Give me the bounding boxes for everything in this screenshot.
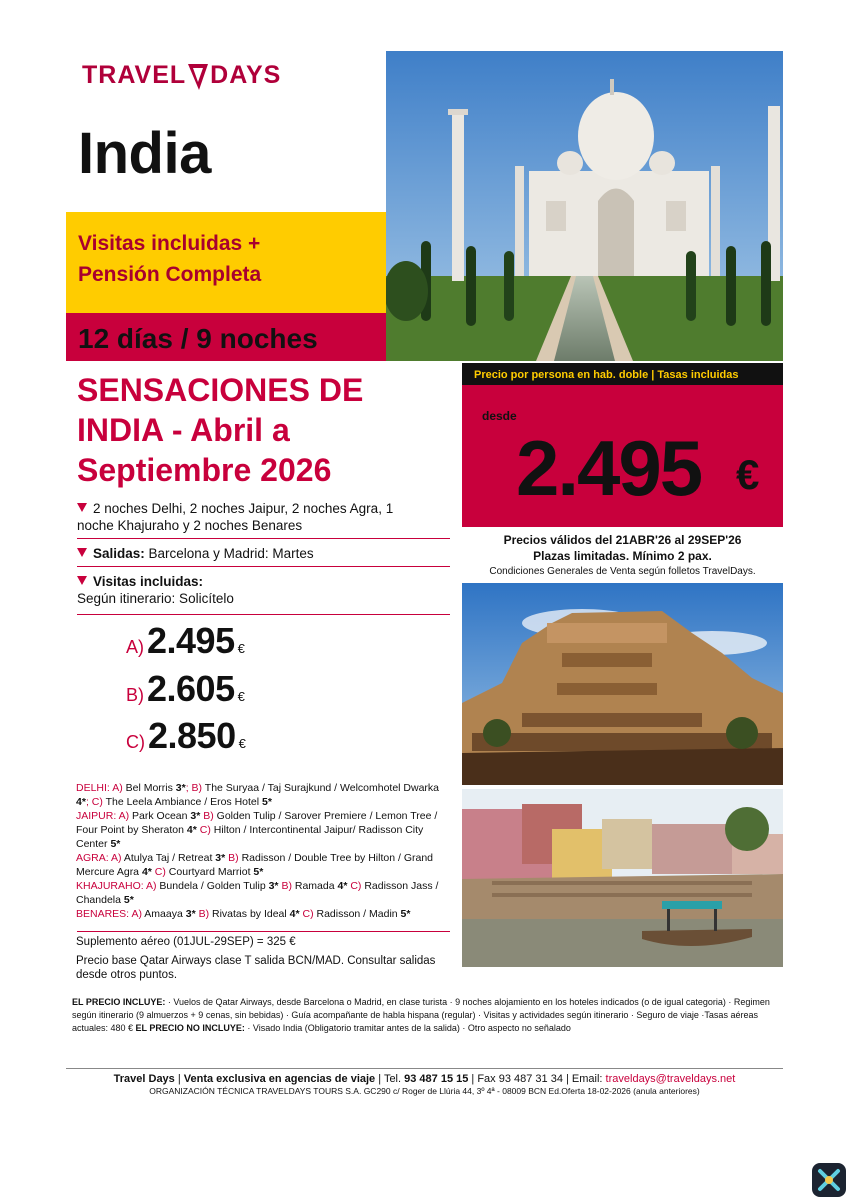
hotel-names: The Leela Ambiance / Eros Hotel: [102, 796, 263, 808]
not-includes-text: · Visado India (Obligatorio tramitar antes de la salida) · Otro aspecto no señalado: [244, 1023, 571, 1033]
hotels-list: [76, 781, 452, 921]
hotel-stars: 3*: [268, 880, 279, 892]
hotel-stars: 5*: [400, 908, 411, 920]
footer-separator: |: [174, 1073, 184, 1085]
hotel-stars: 4*: [76, 796, 86, 808]
visitas-value: Según itinerario: Solicítelo: [77, 591, 234, 606]
hotel-names: Atulya Taj / Retreat: [121, 852, 216, 864]
hotel-stars: 5*: [253, 866, 264, 878]
option-label: A): [112, 782, 123, 794]
option-label: C): [151, 866, 166, 878]
not-includes-label: EL PRECIO NO INCLUYE:: [135, 1023, 245, 1033]
option-price: 2.605: [147, 668, 235, 709]
validity-block: [462, 532, 783, 564]
hotel-names: Bundela / Golden Tulip: [156, 880, 269, 892]
salidas-value: Barcelona y Madrid: Martes: [144, 546, 314, 561]
footer-divider: [66, 1068, 783, 1069]
duration-text: 12 días / 9 noches: [78, 323, 318, 354]
option-label: A): [131, 908, 142, 920]
validity-limits: Plazas limitadas. Mínimo 2 pax.: [533, 549, 712, 563]
salidas-label: Salidas:: [93, 546, 145, 561]
city-label: KHAJURAHO:: [76, 880, 147, 892]
option-label: B): [225, 852, 239, 864]
hotel-names: Ramada: [291, 880, 338, 892]
base-price-note: Precio base Qatar Airways clase T salida BCN/MAD. Consultar salidas desde otros puntos.: [76, 955, 436, 981]
hotel-stars: 4*: [337, 880, 348, 892]
price-box-header: Precio por persona en hab. doble | Tasas incluidas: [462, 363, 783, 385]
footer-email-link[interactable]: traveldays@traveldays.net: [605, 1073, 736, 1085]
hotel-stars: 4*: [289, 908, 300, 920]
bullet-stay: [77, 500, 417, 534]
hotel-names: Courtyard Marriot: [165, 866, 254, 878]
hotel-stars: 3*: [215, 852, 226, 864]
triangle-bullet-icon: [77, 503, 87, 512]
price-option-a: [126, 620, 245, 662]
highlight-box: [66, 212, 386, 313]
hotel-line-benares: [76, 907, 452, 921]
bullet-salidas: [77, 545, 314, 562]
hotel-names: Bel Morris: [122, 782, 176, 794]
hotel-line-khajuraho: [76, 879, 452, 907]
includes-label: EL PRECIO INCLUYE:: [72, 997, 166, 1007]
highlight-line-2: Pensión Completa: [78, 263, 262, 286]
hotel-stars: 3*: [175, 782, 186, 794]
hotel-stars: 4*: [141, 866, 152, 878]
option-label: B): [278, 880, 292, 892]
hotel-stars: 5*: [262, 796, 272, 808]
hotel-names: Rivatas by Ideal: [209, 908, 290, 920]
tour-title: SENSACIONES DE INDIA - Abril a Septiembre 2026: [77, 372, 364, 488]
hotel-names: Hilton / Intercontinental Jaipur/ Radisson City Center: [76, 824, 424, 850]
headline-price: 2.495: [516, 424, 702, 512]
currency-symbol: €: [238, 736, 246, 751]
option-label: B): [126, 685, 144, 705]
footer-contact: [66, 1073, 783, 1085]
option-label: ; C): [85, 796, 103, 808]
option-price: 2.850: [148, 715, 236, 756]
price-box: [462, 385, 783, 527]
option-price: 2.495: [147, 620, 235, 661]
air-supplement: Suplemento aéreo (01JUL-29SEP) = 325 €: [76, 936, 296, 948]
hotel-stars: 4*: [186, 824, 197, 836]
price-option-c: [126, 715, 246, 757]
option-label: ; B): [185, 782, 203, 794]
triangle-bullet-icon: [77, 548, 87, 557]
option-label: C): [126, 732, 145, 752]
traveldays-logo: [82, 58, 281, 92]
price-from-label: desde: [482, 409, 517, 423]
footer-legal: ORGANIZACIÓN TÉCNICA TRAVELDAYS TOURS S.A. GC290 c/ Roger de Llúria 44, 3º 4ª - 08009 BCN Ed.Oferta 18-02-2026 (anula anteriores): [149, 1086, 700, 1096]
city-label: AGRA:: [76, 852, 112, 864]
logo-text-travel: TRAVEL: [82, 60, 187, 89]
footer-tel: 93 487 15 15: [404, 1073, 469, 1085]
option-label: C): [196, 824, 211, 836]
option-label: A): [126, 637, 144, 657]
hotel-names: The Suryaa / Taj Surajkund / Welcomhotel Dwarka: [202, 782, 440, 794]
validity-dates: Precios válidos del 21ABR'26 al 29SEP'26: [503, 533, 742, 547]
hotel-stars: 5*: [110, 838, 121, 850]
highlight-line-1: Visitas incluidas +: [78, 232, 261, 255]
price-option-b: [126, 668, 245, 710]
hotel-stars: 5*: [123, 894, 134, 906]
hotel-names: Radisson / Madin: [313, 908, 401, 920]
divider: [77, 931, 450, 932]
hotel-names: Radisson / Double Tree by Hilton / Grand Mercure Agra: [76, 852, 434, 878]
duration-band: [66, 313, 386, 361]
option-label: A): [111, 852, 122, 864]
triangle-bullet-icon: [77, 576, 87, 585]
fort-photo: [462, 583, 783, 785]
conditions-note: Condiciones Generales de Venta según folletos TravelDays.: [489, 566, 756, 577]
hotel-stars: 3*: [190, 810, 201, 822]
logo-text-days: DAYS: [210, 60, 282, 89]
stay-text: 2 noches Delhi, 2 noches Jaipur, 2 noches Agra, 1 noche Khajuraho y 2 noches Benares: [77, 501, 394, 533]
city-label: JAIPUR:: [76, 810, 119, 822]
included-conditions: [72, 996, 782, 1035]
option-label: B): [195, 908, 210, 920]
currency-symbol: €: [237, 689, 245, 704]
hotel-line-delhi: [76, 781, 452, 809]
visitas-label: Visitas incluidas:: [93, 574, 204, 589]
headline-currency: €: [736, 451, 760, 498]
airplane-arrow-icon: [187, 58, 209, 92]
hotel-line-jaipur: [76, 809, 452, 851]
footer-fax: | Fax 93 487 31 34 | Email:: [468, 1073, 606, 1085]
city-label: DELHI:: [76, 782, 113, 794]
city-label: BENARES:: [76, 908, 132, 920]
divider: [77, 566, 450, 567]
includes-text: · Vuelos de Qatar Airways, desde Barcelona o Madrid, en clase turista · 9 noches alojamiento en los hoteles indicados (o de igual categoria) · Regimen según itinerario (9 almuerzos + 9 cenas, sin bebidas) · Guía acompañante de habla hispana (regular) · Visitas y actividades según itinerario · Seguro de viaje ·Tasas aéreas actuales: 480 €: [72, 997, 770, 1033]
divider: [77, 538, 450, 539]
taj-mahal-photo: [386, 51, 783, 361]
hotel-stars: 3*: [185, 908, 196, 920]
option-label: B): [200, 810, 214, 822]
footer-tel-label: | Tel.: [375, 1073, 405, 1085]
divider: [77, 614, 450, 615]
currency-symbol: €: [237, 641, 245, 656]
benares-ghats-photo: [462, 789, 783, 967]
destination-title: India: [78, 121, 211, 186]
hotel-names: Amaaya: [141, 908, 186, 920]
option-label: C): [347, 880, 362, 892]
option-label: C): [299, 908, 314, 920]
hotel-names: Park Ocean: [129, 810, 191, 822]
footer-company: Travel Days: [113, 1073, 175, 1085]
hotel-names: Golden Tulip / Sarover Premiere / Lemon Tree / Four Point by Sheraton: [76, 810, 438, 836]
hotel-names: Radisson Jass / Chandela: [76, 880, 439, 906]
option-label: A): [146, 880, 157, 892]
corner-app-badge-icon[interactable]: [812, 1163, 846, 1197]
footer-exclusive: Venta exclusiva en agencias de viaje: [183, 1073, 376, 1085]
hotel-line-agra: [76, 851, 452, 879]
bullet-visitas: [77, 573, 234, 607]
option-label: A): [118, 810, 130, 822]
